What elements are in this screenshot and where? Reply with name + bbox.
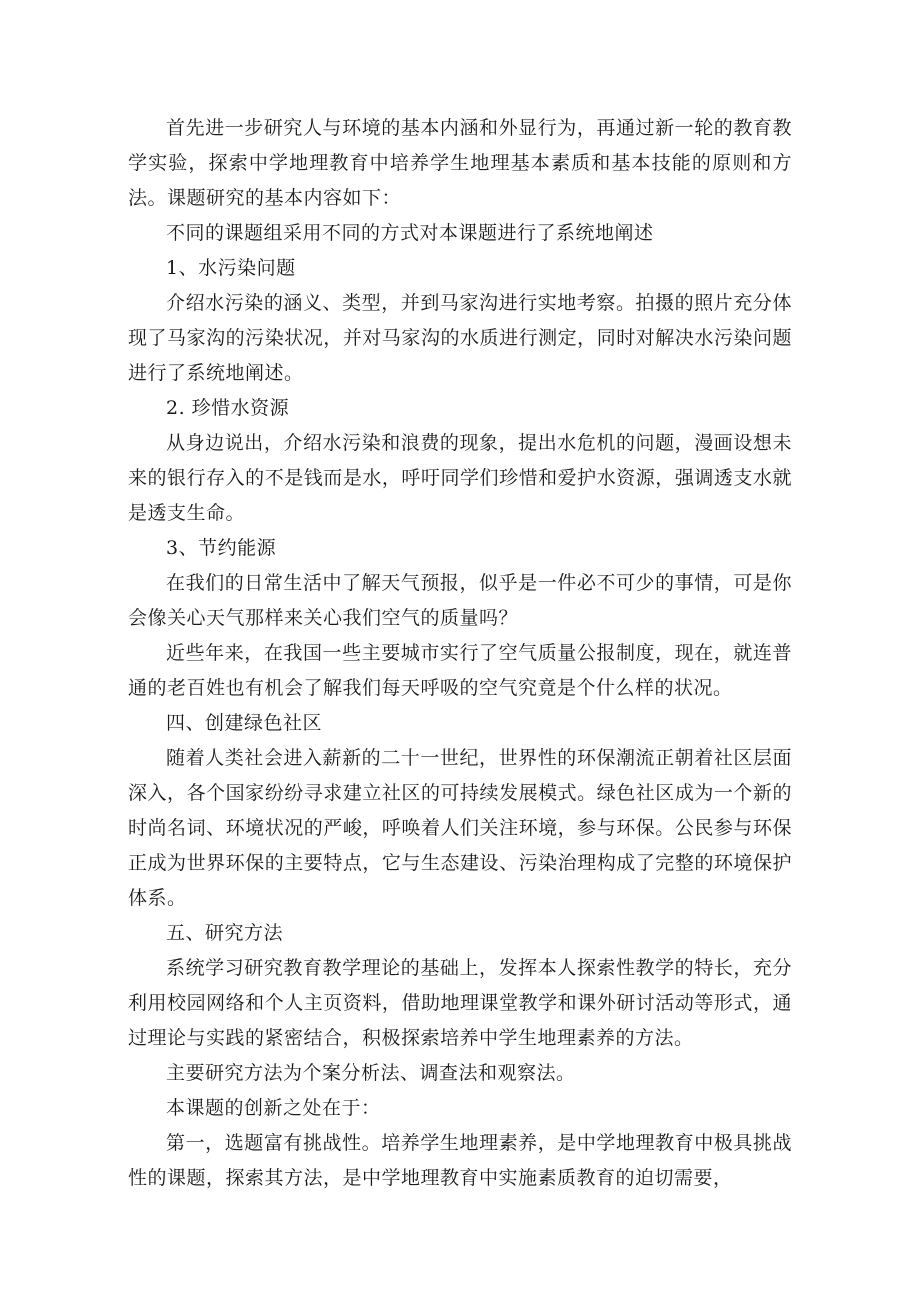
paragraph-cherish-water: 从身边说出，介绍水污染和浪费的现象，提出水危机的问题，漫画设想未来的银行存入的不是钱而是水，呼吁同学们珍惜和爱护水资源，强调透支水就是透支生命。 xyxy=(128,432,792,524)
paragraph-intro: 首先进一步研究人与环境的基本内涵和外显行为，再通过新一轮的教育教学实验，探索中学地理教育中培养学生地理基本素质和基本技能的原则和方法。课题研究的基本内容如下： xyxy=(128,117,792,209)
paragraph-weather: 在我们的日常生活中了解天气预报，似乎是一件必不可少的事情，可是你会像关心天气那样来关心我们空气的质量吗？ xyxy=(128,572,792,629)
section-heading-research-methods: 五、研究方法 xyxy=(166,922,284,944)
section-heading-green-community: 四、创建绿色社区 xyxy=(166,712,323,734)
paragraph-green-community: 随着人类社会进入薪新的二十一世纪，世界性的环保潮流正朝着社区层面深入，各个国家纷纷寻求建立社区的可持续发展模式。绿色社区成为一个新的时尚名词、环境状况的严峻，呼唤着人们关注环境，参与环保。公民参与环保正成为世界环保的主要特点，它与生态建设、污染治理构成了完整的环境保护体系。 xyxy=(128,747,792,909)
paragraph-innovation-first: 第一，选题富有挑战性。培养学生地理素养，是中学地理教育中极具挑战性的课题，探索其方法，是中学地理教育中实施素质教育的迫切需要， xyxy=(128,1132,792,1189)
paragraph-main-methods: 主要研究方法为个案分析法、调查法和观察法。 xyxy=(166,1062,576,1084)
document-body xyxy=(128,111,792,1196)
paragraph-water-pollution: 介绍水污染的涵义、类型，并到马家沟进行实地考察。拍摄的照片充分体现了马家沟的污染状况，并对马家沟的水质进行测定，同时对解决水污染问题进行了系统地阐述。 xyxy=(128,292,792,384)
section-heading-save-energy: 3、节约能源 xyxy=(166,537,277,559)
paragraph-research-methods: 系统学习研究教育教学理论的基础上，发挥本人探索性教学的特长，充分利用校园网络和个人主页资料，借助地理课堂教学和课外研讨活动等形式，通过理论与实践的紧密结合，积极探索培养中学生地理素养的方法。 xyxy=(128,957,792,1049)
paragraph-innovation-intro: 本课题的创新之处在于： xyxy=(166,1097,381,1119)
section-heading-water-pollution: 1、水污染问题 xyxy=(166,257,296,279)
paragraph-air-quality: 近些年来，在我国一些主要城市实行了空气质量公报制度，现在，就连普通的老百姓也有机会了解我们每天呼吸的空气究竟是个什么样的状况。 xyxy=(128,642,792,699)
section-heading-cherish-water: 2. 珍惜水资源 xyxy=(166,397,290,419)
paragraph-groups: 不同的课题组采用不同的方式对本课题进行了系统地阐述 xyxy=(166,222,654,244)
